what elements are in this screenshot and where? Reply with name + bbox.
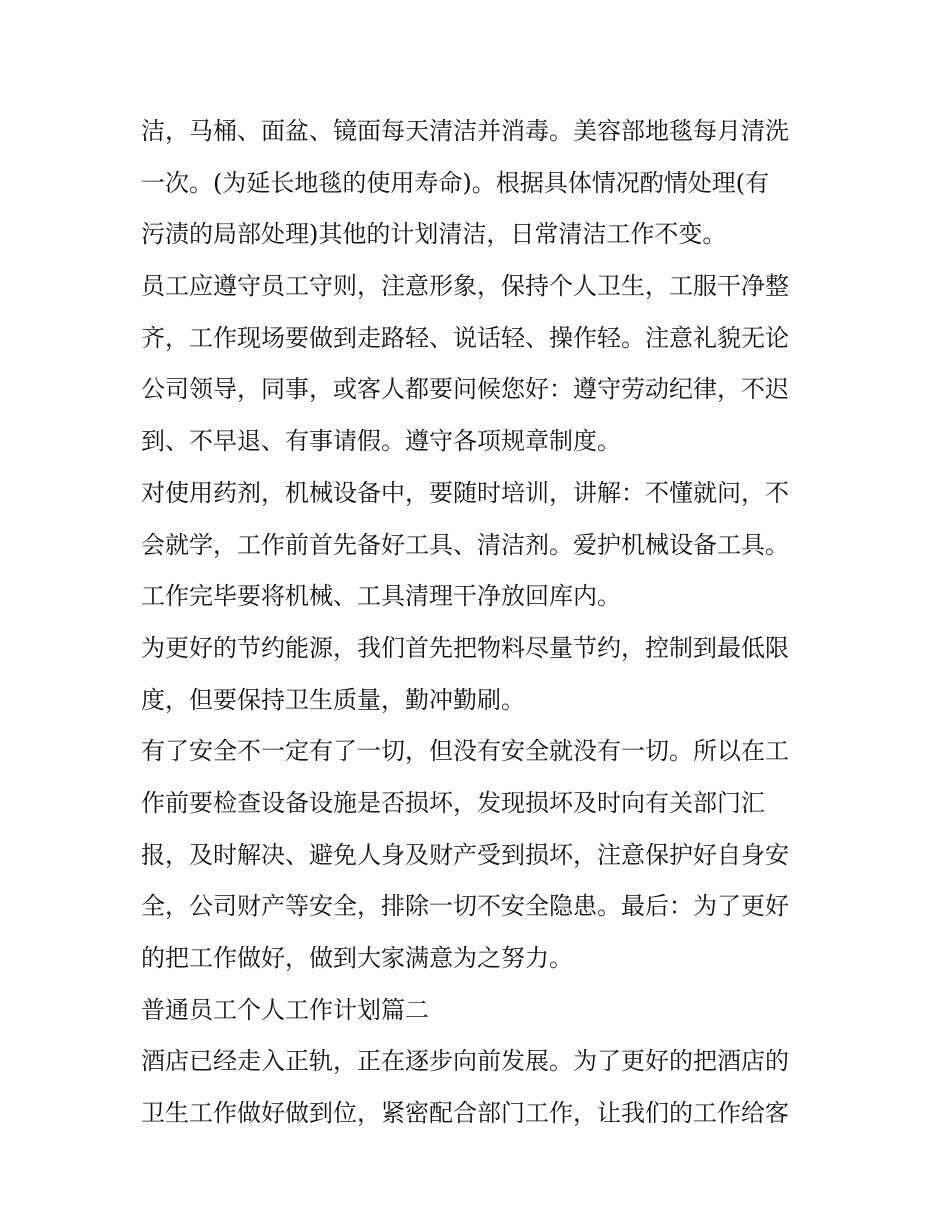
text-line: 污渍的局部处理)其他的计划清洁，日常清洁工作不变。 bbox=[141, 220, 727, 249]
text-line: 工作完毕要将机械、工具清理干净放回库内。 bbox=[141, 582, 621, 611]
text-line: 齐，工作现场要做到走路轻、说话轻、操作轻。注意礼貌无论 bbox=[141, 323, 789, 352]
text-line: 卫生工作做好做到位，紧密配合部门工作，让我们的工作给客 bbox=[141, 1099, 789, 1128]
document-body bbox=[141, 106, 821, 1140]
text-line: 作前要检查设备设施是否损坏，发现损坏及时向有关部门汇 bbox=[141, 788, 765, 817]
text-line: 洁，马桶、面盆、镜面每天清洁并消毒。美容部地毯每月清洗 bbox=[141, 117, 789, 145]
text-line: 为更好的节约能源，我们首先把物料尽量节约，控制到最低限 bbox=[141, 633, 789, 662]
text-line: 公司领导，同事，或客人都要问候您好：遵守劳动纪律，不迟 bbox=[141, 375, 789, 404]
text-line: 的把工作做好，做到大家满意为之努力。 bbox=[141, 944, 573, 972]
text-line: 一次。(为延长地毯的使用寿命)。根据具体情况酌情处理(有 bbox=[141, 168, 770, 197]
section-heading: 普通员工个人工作计划篇二 bbox=[141, 995, 429, 1024]
text-line: 酒店已经走入正轨，正在逐步向前发展。为了更好的把酒店的 bbox=[141, 1047, 789, 1076]
text-line: 有了安全不一定有了一切，但没有安全就没有一切。所以在工 bbox=[141, 737, 789, 766]
text-line: 报，及时解决、避免人身及财产受到损坏，注意保护好自身安 bbox=[141, 840, 789, 869]
text-line: 到、不早退、有事请假。遵守各项规章制度。 bbox=[141, 427, 621, 456]
text-line: 对使用药剂，机械设备中，要随时培训，讲解：不懂就问，不 bbox=[141, 478, 789, 507]
text-line: 会就学，工作前首先备好工具、清洁剂。爱护机械设备工具。 bbox=[141, 530, 789, 559]
text-line: 全，公司财产等安全，排除一切不安全隐患。最后：为了更好 bbox=[141, 892, 789, 921]
text-line: 度，但要保持卫生质量，勤冲勤刷。 bbox=[141, 685, 525, 714]
text-line: 员工应遵守员工守则，注意形象，保持个人卫生，工服干净整 bbox=[141, 272, 789, 301]
